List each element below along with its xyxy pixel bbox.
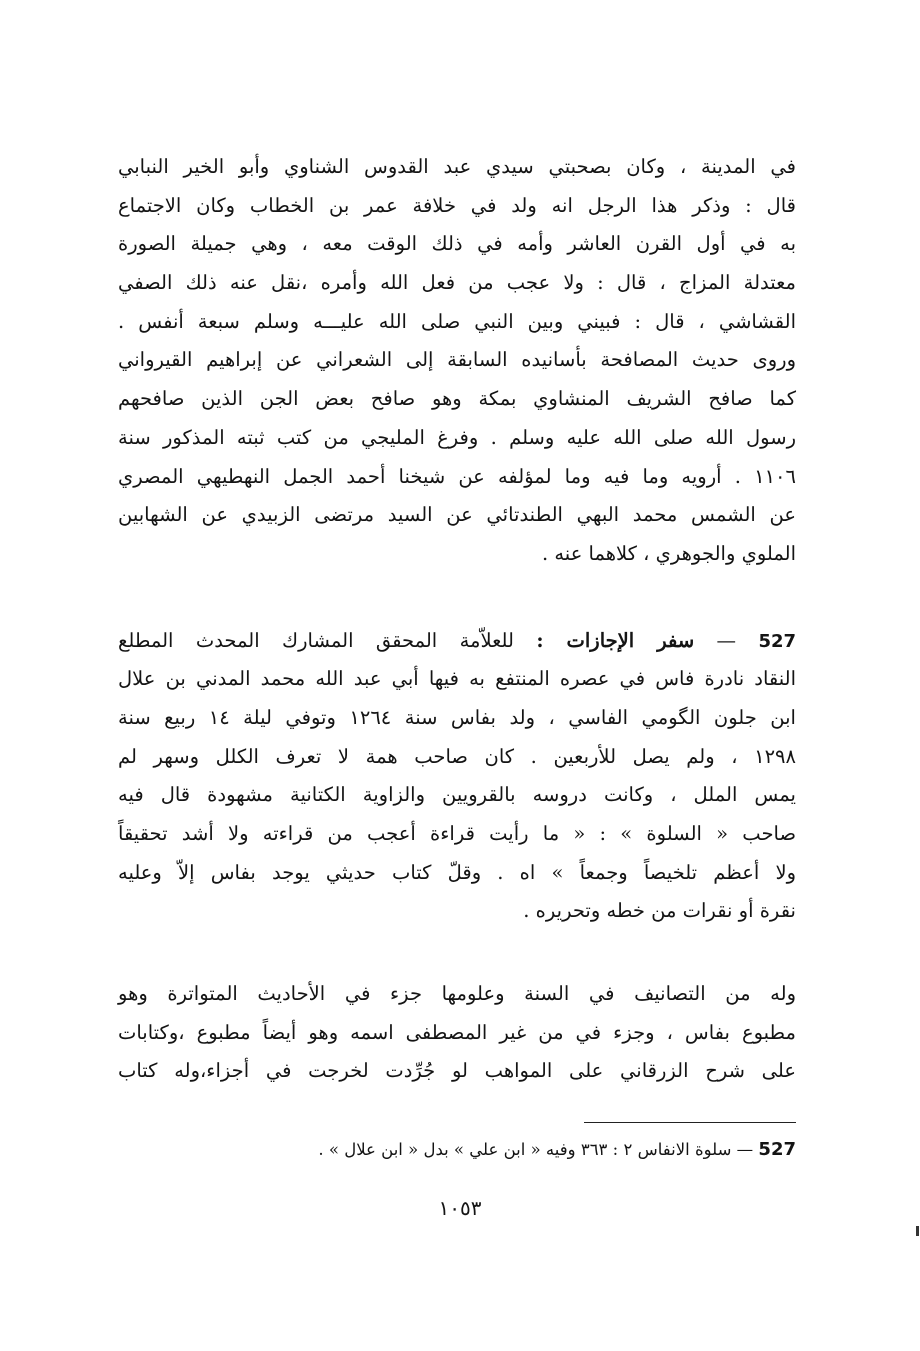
footnote-number: 527 — [758, 1139, 796, 1160]
text-line: القشاشي ، قال : فبيني وبين النبي صلى الله عليـــه وسلم سبعة أنفس . — [118, 309, 796, 333]
footnote-dash: — — [736, 1140, 754, 1159]
text-line: النقاد نادرة فاس في عصره المنتفع به فيها أبي عبد الله محمد المدني بن علال — [118, 667, 796, 691]
entry-first-line-text: للعلاّمة المحقق المشارك المحدث المطلع — [118, 628, 514, 652]
text-line: على شرح الزرقاني على المواهب لو جُرِّدت لخرجت في أجزاء،وله كتاب — [118, 1059, 796, 1083]
footnote-divider — [584, 1122, 796, 1123]
page-number: ١٠٥٣ — [438, 1196, 482, 1220]
footnote — [318, 1134, 796, 1166]
footnote-text: سلوة الانفاس ٢ : ٣٦٣ وفيه « ابن علي » بدل « ابن علال » . — [318, 1140, 732, 1159]
text-line: قال : وذكر هذا الرجل انه ولد في خلافة عمر بن الخطاب وكان الاجتماع — [118, 193, 796, 217]
paragraph-3 — [118, 975, 796, 1091]
paragraph-1 — [118, 148, 796, 574]
entry-title: سفر الإجازات : — [536, 628, 695, 652]
text-line: في المدينة ، وكان بصحبتي سيدي عبد القدوس الشناوي وأبو الخير النبابي — [118, 155, 796, 178]
text-line: ١٢٩٨ ، ولم يصل للأربعين . كان صاحب همة لا تعرف الكلل وسهر لم — [118, 744, 796, 768]
text-line: ١١٠٦ . أرويه وما فيه وما لمؤلفه عن شيخنا أحمد الجمل النهطيهي المصري — [118, 464, 796, 488]
text-line: معتدلة المزاج ، قال : ولا عجب من فعل الله وأمره ،نقل عنه ذلك الصفي — [118, 271, 796, 295]
text-line: مطبوع بفاس ، وجزء في من غير المصطفى اسمه وهو أيضاً مطبوع ،وكتابات — [118, 1020, 796, 1044]
text-line: الملوي والجوهري ، كلاهما عنه . — [541, 541, 796, 565]
entry-dash: — — [716, 628, 737, 652]
text-line: عن الشمس محمد البهي الطندتائي عن السيد مرتضى الزبيدي عن الشهابين — [118, 503, 796, 527]
text-line: يمس الملل ، وكانت دروسه بالقرويين والزاوية الكتانية مشهودة قال فيه — [118, 783, 796, 807]
entry-number: 527 — [758, 630, 797, 652]
text-line: كما صافح الشريف المنشاوي بمكة وهو صافح بعض الجن الذين صافحهم — [118, 387, 796, 411]
text-line: وله من التصانيف في السنة وعلومها جزء في الأحاديث المتواترة وهو — [118, 982, 796, 1006]
text-line: نقرة أو نقرات من خطه وتحريره . — [523, 899, 796, 923]
text-line: ابن جلون الگومي الفاسي ، ولد بفاس سنة ١٢٦٤ وتوفي ليلة ١٤ ربيع سنة — [118, 705, 796, 729]
page-body — [118, 148, 796, 1091]
text-line: صاحب « السلوة » : « ما رأيت قراءة أعجب من قراءته ولا أشد تحقيقاً — [118, 822, 796, 845]
text-line: به في أول القرن العاشر وأمه في ذلك الوقت معه ، وهي جميلة الصورة — [118, 232, 796, 256]
entry-527 — [118, 622, 796, 932]
entry-heading-line — [118, 622, 796, 661]
scan-edge-mark — [916, 1226, 919, 1236]
text-line: رسول الله صلى الله عليه وسلم . وفرغ المليجي من كتب ثبته المذكور سنة — [118, 425, 796, 449]
text-line: ولا أعظم تلخيصاً وجمعاً » اه . وقلّ كتاب حديثي يوجد بفاس إلاّ وعليه — [118, 860, 796, 884]
text-line: وروى حديث المصافحة بأسانيده السابقة إلى الشعراني عن إبراهيم القيرواني — [118, 348, 796, 372]
